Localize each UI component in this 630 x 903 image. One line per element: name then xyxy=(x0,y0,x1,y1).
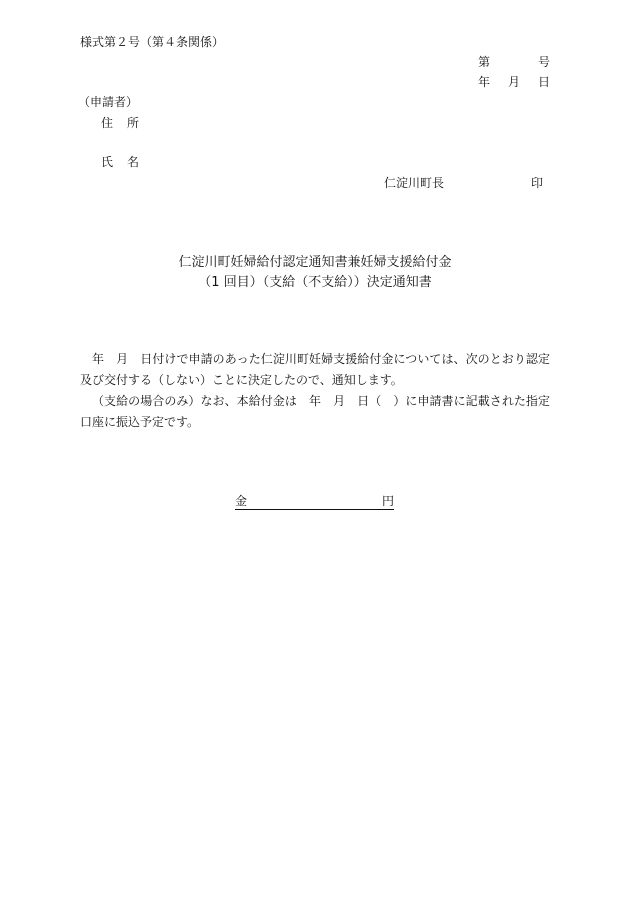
name-label-char-2: 名 xyxy=(126,155,139,169)
issuer-title: 仁淀川町長 xyxy=(384,176,445,190)
seal-mark: 印 xyxy=(531,176,544,190)
amount-prefix: 金 xyxy=(235,494,248,508)
body-paragraph-2: （支給の場合のみ）なお、本給付金は 年 月 日（ ）に申請書に記載された指定口座に振込予定です。 xyxy=(80,394,550,429)
amount-line xyxy=(235,495,394,510)
document-title-line-1: 仁淀川町妊婦給付認定通知書兼妊婦支援給付金 xyxy=(178,255,452,270)
date-month: 月 xyxy=(507,75,520,89)
document-title-line-2: （1 回目）（支給（不支給））決定通知書 xyxy=(198,275,432,290)
applicant-heading: （申請者） xyxy=(78,95,139,109)
document-number xyxy=(478,56,550,68)
date-day: 日 xyxy=(537,75,550,89)
document-date xyxy=(478,76,550,88)
address-label-char-1: 住 xyxy=(101,116,114,130)
address-label xyxy=(101,117,139,129)
doc-number-suffix: 号 xyxy=(537,55,550,69)
doc-number-prefix: 第 xyxy=(478,55,491,69)
address-label-char-2: 所 xyxy=(126,116,139,130)
amount-suffix: 円 xyxy=(381,494,394,508)
name-label xyxy=(101,156,139,168)
name-label-char-1: 氏 xyxy=(101,155,114,169)
body-paragraph-1: 年 月 日付けで申請のあった仁淀川町妊婦支援給付金については、次のとおり認定及び交付する（しない）ことに決定したので、通知します。 xyxy=(80,352,550,387)
form-number: 様式第２号（第４条関係） xyxy=(80,35,225,49)
date-year: 年 xyxy=(478,75,491,89)
